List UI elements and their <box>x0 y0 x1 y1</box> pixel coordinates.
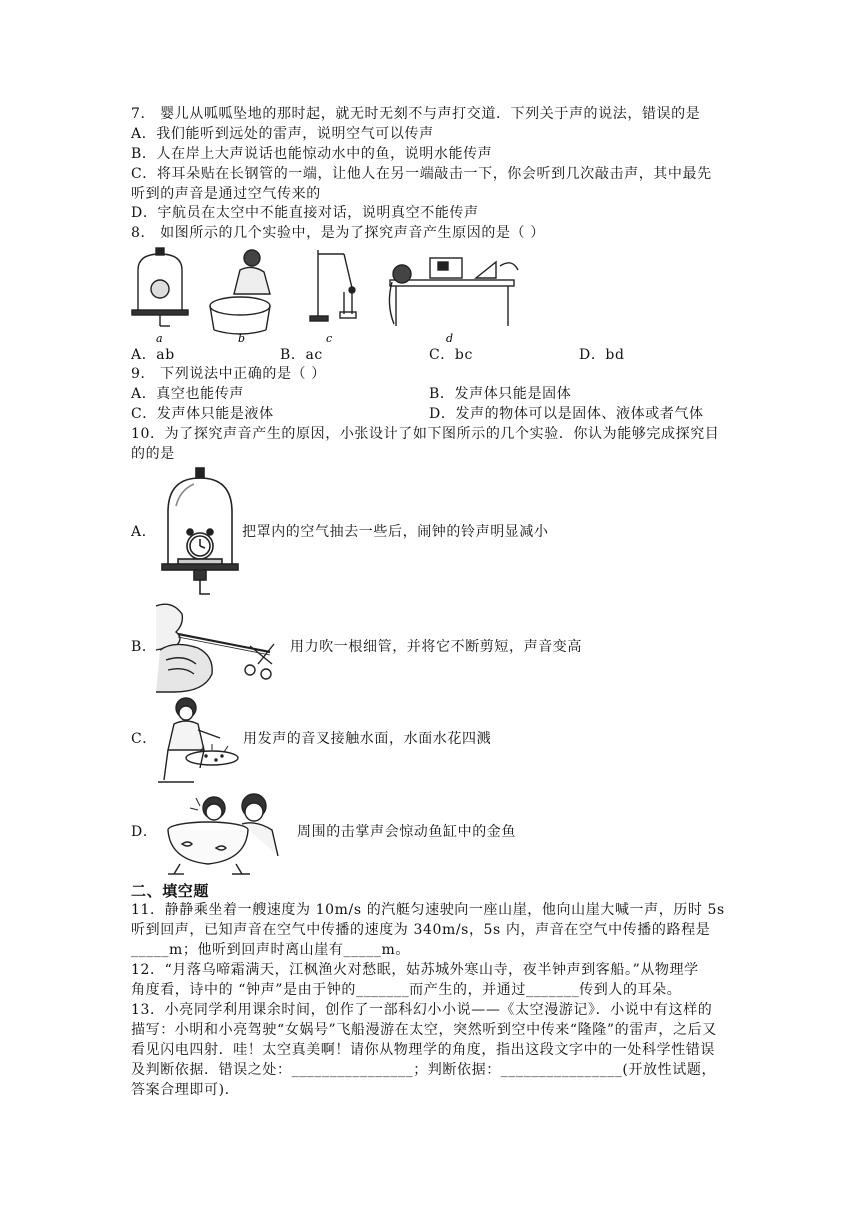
q11-line3: _____m；他听到回声时离山崖有_____m。 <box>131 942 410 958</box>
q8-option-b: B．ac <box>280 347 323 363</box>
q13-line4: 及判断依据．错误之处：________________；判断依据：________________(开放性试题， <box>131 1062 717 1078</box>
q13-line2: 描写：小明和小亮驾驶“女娲号”飞船漫游在太空，突然听到空中传来“隆隆”的雷声，之后又 <box>131 1022 717 1038</box>
q9-option-d: D．发声的物体可以是固体、液体或者气体 <box>429 406 704 422</box>
q7-option-c-line1: C．将耳朵贴在长钢管的一端，让他人在另一端敲击一下，你会听到几次敲击声，其中最先 <box>131 166 712 182</box>
q13-line5: 答案合理即可). <box>131 1082 230 1098</box>
q8-option-d: D．bd <box>579 347 625 363</box>
stand-pendulum-illustration <box>310 250 356 321</box>
q9-option-c: C．发声体只能是液体 <box>131 406 274 422</box>
q10-option-b-letter: B． <box>131 639 157 655</box>
q9-stem: 9． 下列说法中正确的是（ ） <box>131 366 326 382</box>
fish-bowl-clapping-illustration <box>160 786 294 876</box>
q11-line1: 11．静静乘坐着一艘速度为 10m/s 的汽艇匀速驶向一座山崖，他向山崖大喊一声，历时 5s <box>131 902 725 918</box>
fig-label-b: b <box>238 332 246 345</box>
q13-line1: 13．小亮同学利用课余时间，创作了一部科幻小小说——《太空漫游记》．小说中有这样的 <box>131 1002 713 1018</box>
bell-jar-alarm-clock-illustration <box>160 466 240 600</box>
q7-option-a: A．我们能听到远处的雷声，说明空气可以传声 <box>131 126 434 142</box>
section-2-title: 二、填空题 <box>131 882 210 900</box>
q10-option-a-text: 把罩内的空气抽去一些后，闹钟的铃声明显减小 <box>242 524 549 540</box>
person-tuning-fork-illustration <box>210 250 270 334</box>
q9-option-a: A．真空也能传声 <box>131 386 244 402</box>
person-at-table-illustration <box>389 258 518 326</box>
q10-option-b-text: 用力吹一根细管，并将它不断剪短，声音变高 <box>290 639 582 655</box>
q7-option-c-line2: 听到的声音是通过空气传来的 <box>131 186 321 202</box>
fig-label-c: c <box>326 332 333 345</box>
q8-option-a: A．ab <box>131 347 175 363</box>
q10-option-a-letter: A． <box>131 524 157 540</box>
q8-option-c: C．bc <box>429 347 473 363</box>
q11-line2: 听到回声，已知声音在空气中传播的速度为 340m/s，5s 内，声音在空气中传播的路程是 <box>131 922 711 938</box>
q10-option-c-letter: C． <box>131 731 157 747</box>
q10-stem-line1: 10．为了探究声音产生的原因，小张设计了如下图所示的几个实验．你认为能够完成探究目 <box>131 426 720 442</box>
bell-jar-illustration <box>132 248 188 326</box>
q7-option-d: D．宇航员在太空中不能直接对话，说明真空不能传声 <box>131 205 479 221</box>
q10-option-d-letter: D． <box>131 824 158 840</box>
fig-label-d: d <box>446 332 454 345</box>
q8-stem: 8． 如图所示的几个实验中，是为了探究声音产生原因的是（ ） <box>131 225 545 241</box>
q10-option-d-text: 周围的击掌声会惊动鱼缸中的金鱼 <box>297 824 516 840</box>
q10-option-c-text: 用发声的音叉接触水面，水面水花四溅 <box>243 731 492 747</box>
q13-line3: 看见闪电四射．哇！太空真美啊！请你从物理学的角度，指出这段文字中的一处科学性错误 <box>131 1042 715 1058</box>
q8-figure-strip <box>130 244 520 346</box>
q7-option-b: B．人在岸上大声说话也能惊动水中的鱼，说明水能传声 <box>131 146 493 162</box>
fig-label-a: a <box>156 332 163 345</box>
q12-line1: 12．“月落乌啼霜满天，江枫渔火对愁眠，姑苏城外寒山寺，夜半钟声到客船。”从物理学 <box>131 962 699 978</box>
q7-stem: 7． 婴儿从呱呱坠地的那时起，就无时无刻不与声打交道．下列关于声的说法，错误的是 <box>131 106 701 122</box>
q12-line2: 角度看，诗中的 “钟声”是由于钟的_______而产生的，并通过_______传到人的耳朵。 <box>131 982 682 998</box>
blowing-straw-illustration <box>154 600 290 694</box>
q9-option-b: B．发声体只能是固体 <box>429 386 572 402</box>
q10-stem-line2: 的的是 <box>131 446 175 462</box>
tuning-fork-water-illustration <box>154 694 240 786</box>
